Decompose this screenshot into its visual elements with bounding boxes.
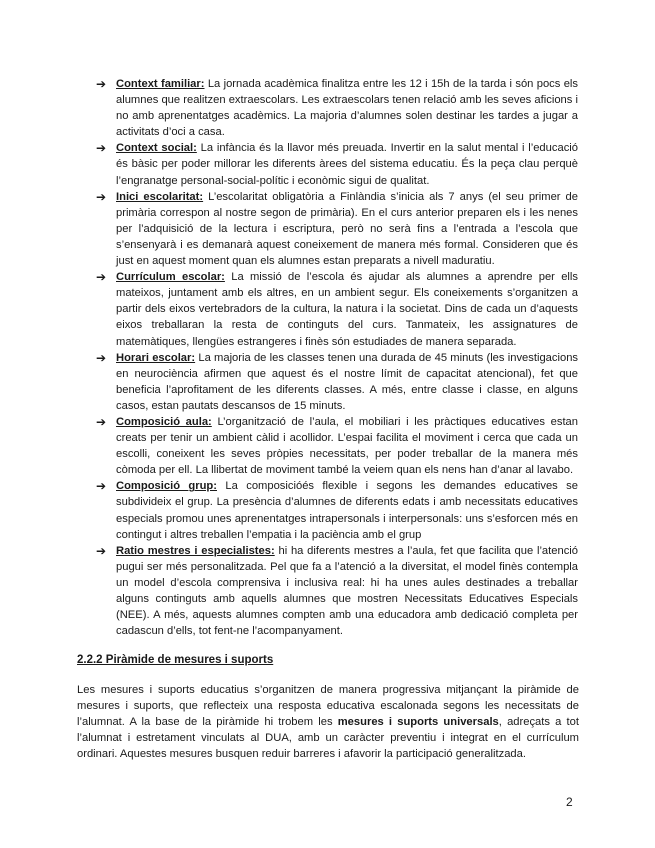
bullet-text: L’organització de l’aula, el mobiliari i les pràctiques educatives estan creats per tenir un ambient càlid i acollidor. L’espai facilita el moviment i cerca que cada un escolli, coneixent les seves pròpies necessitats, per poder treballar de la manera més còmoda per ell. La llibertat de moviment també la veiem quan els nens han d’anar al lavabo. bbox=[116, 415, 578, 477]
list-item bbox=[96, 350, 578, 414]
bullet-text: La composicióés flexible i segons les demandes educatives se subdivideix el grup. La presència d’alumnes de diferents edats i amb necessitats educatives especials promou unes aprenentatges intrapersonals i interpersonals: uns s’esforcen més en contingut i altres treballen l’empatia i la paciència amb el grup bbox=[116, 480, 578, 541]
bullet-list bbox=[96, 76, 578, 639]
list-item bbox=[96, 140, 578, 188]
arrow-right-icon: ➔ bbox=[96, 77, 107, 91]
arrow-right-icon: ➔ bbox=[96, 189, 107, 204]
bullet-term: Inici escolaritat: bbox=[116, 190, 204, 203]
bullet-term: Composició grup: bbox=[116, 480, 217, 493]
bullet-term: Context familiar: bbox=[116, 78, 205, 90]
page-number: 2 bbox=[566, 795, 573, 809]
paragraph-text-end: , adreçats a tot l’alumnat i estretament vinculats al DUA, amb un caràcter preventiu i integrat en el currículum ordinari. Aquestes mesures busquen reduir barreres i afavorir la participació generalitzada. bbox=[77, 716, 579, 761]
arrow-right-icon: ➔ bbox=[96, 141, 107, 156]
list-item bbox=[96, 543, 578, 640]
bullet-text: hi ha diferents mestres a l’aula, fet que facilita que l’atenció pugui ser més personalitzada. Pel que fa a l’atenció a la diversitat, el model finès contempla un model d’escola comprensiva i inclusiva real: hi ha unes aules destinades a treballar alguns continguts amb aquells alumnes que mostren Necessitats Educatives Especials (NEE). A més, aquests alumnes compten amb una educadora amb dedicació completa per cadascun d’ells, tot fent-ne l’acompanyament. bbox=[116, 544, 579, 638]
arrow-right-icon: ➔ bbox=[96, 270, 107, 285]
arrow-right-icon: ➔ bbox=[96, 479, 107, 494]
bullet-term: Context social: bbox=[116, 142, 197, 155]
bullet-term: Composició aula: bbox=[116, 415, 212, 428]
paragraph-bold-term: mesures i suports universals bbox=[337, 716, 499, 729]
section-heading: 2.2.2 Piràmide de mesures i suports bbox=[77, 654, 274, 666]
list-item bbox=[96, 76, 578, 140]
arrow-right-icon: ➔ bbox=[96, 414, 107, 429]
bullet-text: L’escolaritat obligatòria a Finlàndia s’inicia als 7 anys (el seu primer de primària correspon al nostre segon de primària). En el curs anterior preparen els i les nenes per l’adquisició de la lectura i escriptura, però no serà fins a l’entrada a l’escola que s’ensenyarà i es demanarà aquest coneixement de manera més formal. Consideren que és just en aquest moment quan els alumnes estan preparats a nivell maduratiu. bbox=[116, 190, 578, 268]
arrow-right-icon: ➔ bbox=[96, 350, 107, 365]
bullet-term: Horari escolar: bbox=[116, 351, 196, 364]
list-item bbox=[96, 189, 578, 269]
bullet-text: La missió de l’escola és ajudar als alumnes a aprendre per ells mateixos, juntament amb els altres, en un ambient segur. Els coneixements s’organitzen a partir dels eixos vertebradors de la cultura, la natura i la societat. Dins de cada un d’aquests eixos treballaran la resta de continguts del curs. Tanmateix, les assignatures de matemàtiques, llengües estrangeres i finès són estudiades de manera separada. bbox=[116, 271, 578, 348]
list-item bbox=[96, 414, 578, 478]
bullet-text: La jornada acadèmica finalitza entre les 12 i 15h de la tarda i són pocs els alumnes que realitzen extraescolars. Les extraescolars tenen relació amb les seves aficions i no amb aprenentatges acadèmics. La majoria d’alumnes solen destinar les tardes a jugar a activitats d’oci a casa. bbox=[116, 78, 578, 139]
bullet-term: Ratio mestres i especialistes: bbox=[116, 544, 275, 557]
paragraph-text-start: Les mesures i suports educatius s’organitzen de manera progressiva mitjançant la piràmide de mesures i suports, que reflecteix una resposta educativa escalonada segons les necessitats de l’alumnat. A la base de la piràmide hi trobem les bbox=[77, 684, 579, 729]
section-paragraph bbox=[77, 682, 579, 762]
bullet-term: Currículum escolar: bbox=[116, 271, 225, 284]
bullet-text: La majoria de les classes tenen una durada de 45 minuts (les investigacions en neurociència afirmen que aquest és el nostre límit de capacitat atencional), fet que beneficia l’aprofitament de les diferents classes. A més, entre classe i classe, en alguns casos, estan pautats descansos de 15 minuts. bbox=[116, 351, 579, 412]
list-item bbox=[96, 269, 578, 349]
bullet-text: La infància és la llavor més preuada. Invertir en la salut mental i l’educació és bàsic per poder millorar les diferents àrees del sistema educatiu. És la peça clau perquè l’engranatge personal-social-polític i econòmic sigui de qualitat. bbox=[116, 142, 578, 187]
list-item bbox=[96, 478, 578, 542]
arrow-right-icon: ➔ bbox=[96, 543, 107, 558]
